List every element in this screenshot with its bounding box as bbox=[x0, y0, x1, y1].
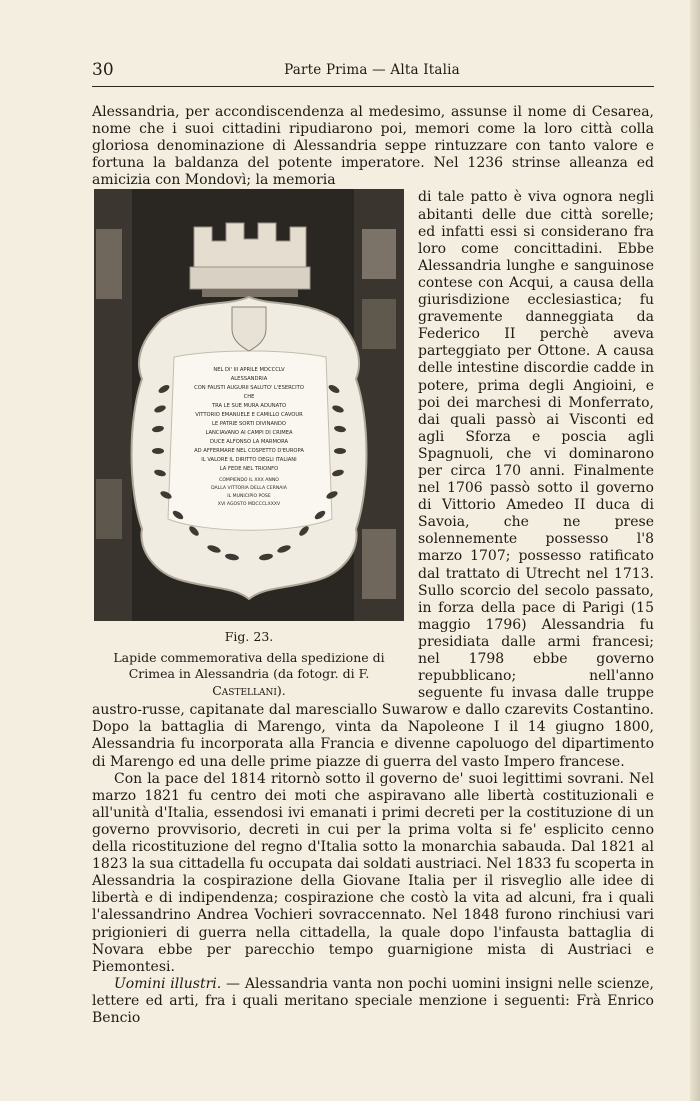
paragraph-2: di tale patto è viva ognora negli abitanti delle due città sorelle; ed infatti essi si considerano fra loro come concittadini. Ebbe Alessandria lunghe e sanguinose contese con Acqui, a causa della giurisdizione ecclesiastica; fu gravemente danneggiata da Federico II perchè aveva parteggiato per Ottone. A causa delle intestine discordie cadde in potere, prima degli Angioini, e poi dei marchesi di Monferrato, dai quali passò ai Visconti ed agli Sforza e poscia agli Spagnuoli, che vi dominarono per circa 170 anni. Finalmente nel 1706 passò sotto il governo di Vittorio Amedeo II duca di Savoia, che ne prese solennemente possesso l'8 marzo 1707; possesso ratificato dal trattato di Utrecht nel 1713. Sullo scorcio del secolo passato, in forza della pace di Parigi (15 maggio 1796) Alessandria fu presidiata dalle armi francesi; nel 1798 ebbe governo repubblicano; nell'anno seguente fu invasa dalle truppe austro-russe, capitanate dal maresciallo Suwarow e dallo czarevits Costantino. Dopo la battaglia di Marengo, vinta da Napoleone I il 14 giugno 1800, Alessandria fu incorporata alla Francia e divenne capoluogo del dipartimento di Marengo ed una delle prime piazze di guerra del vasto Impero francese. bbox=[92, 189, 654, 770]
caption-photographer: F. Castellani bbox=[212, 666, 370, 698]
paragraph-3: Con la pace del 1814 ritornò sotto il governo de' suoi legittimi sovrani. Nel marzo 1821 fu centro dei moti che aspiravano alle libertà costituzionali e all'unità d'Italia, essendosi ivi emanati i primi decreti per la costituzione di un governo provvisorio, decreti in cui per la prima volta si fe' esplicito cenno della ricostituzione del regno d'Italia sotto la monarchia sabauda. Dal 1821 al 1823 la sua cittadella fu occupata dai soldati austriaci. Nel 1833 fu scoperta in Alessandria la cospirazione della Giovane Italia per il risveglio alle idee di libertà e di indipendenza; cospirazione che costò la vita ad alcuni, fra i quali l'alessandrino Andrea Vochieri sovraccennato. Nel 1848 furono rinchiusi vari prigionieri di guerra nella cittadella, la quale dopo l'infausta battaglia di Novara ebbe per parecchio tempo guarnigione mista di Austriaci e Piemontesi. bbox=[92, 770, 654, 975]
section-heading-uomini-illustri: Uomini illustri. bbox=[114, 975, 222, 992]
page-header bbox=[92, 60, 652, 82]
page-number: 30 bbox=[92, 60, 114, 80]
figure-label: Fig. 23. bbox=[224, 629, 274, 645]
plaque-line: CON FAUSTI AUGURII SALUTO' L'ESERCITO bbox=[194, 385, 304, 392]
plaque-line: LANCIAVANO AI CAMPI DI CRIMEA bbox=[205, 430, 293, 437]
plaque-line: VITTORIO EMANUELE E CAMILLO CAVOUR bbox=[195, 412, 303, 419]
plaque-line: CHE bbox=[243, 394, 255, 401]
paragraph-4-text: — Alessandria vanta non pochi uomini insigni nelle scienze, lettere ed arti, fra i quali meritano speciale menzione i seguenti: Frà Enrico Bencio bbox=[92, 975, 654, 1026]
plaque-photo bbox=[94, 189, 404, 621]
caption-end: ). bbox=[276, 682, 286, 698]
plaque-line: TRA LE SUE MURA ADUNATO bbox=[211, 403, 287, 410]
plaque-line: LE PATRIE SORTI DIVINANDO bbox=[212, 421, 286, 428]
caption-text: Lapide commemorativa della spedizione di Crimea in Alessandria (da fotogr. di bbox=[113, 649, 385, 682]
body-text bbox=[92, 104, 654, 1027]
plaque-line: NEL DI' III APRILE MDCCCLV bbox=[213, 367, 285, 374]
plaque-line: LA FEDE NEL TRIONFO bbox=[219, 466, 279, 473]
running-title: Parte Prima — Alta Italia bbox=[284, 62, 460, 78]
paragraph-1: Alessandria, per accondiscendenza al medesimo, assunse il nome di Cesarea, nome che i suoi cittadini ripudiarono poi, memori come la loro città colla gloriosa denominazione di Alessandria seppe rintuzzare con tanto valore e fortuna la baldanza del potente imperatore. Nel 1236 strinse alleanza ed amicizia con Mondovì; la memoria bbox=[92, 104, 654, 189]
plaque-line: IL MUNICIPIO POSE bbox=[227, 494, 271, 500]
plaque-line: ALESSANDRIA bbox=[230, 376, 268, 383]
paragraph-4 bbox=[92, 976, 654, 1027]
plaque-line: XVI AGOSTO MDCCCLXXXV bbox=[217, 502, 281, 508]
plaque-line: COMPIENDO IL XXX ANNO bbox=[219, 478, 279, 484]
header-rule bbox=[92, 86, 654, 87]
figure-caption bbox=[92, 629, 406, 699]
plaque-line: DUCE ALFONSO LA MARMORA bbox=[209, 439, 289, 446]
figure-23 bbox=[92, 189, 406, 699]
plaque-line: IL VALORE IL DIRITTO DEGLI ITALIANI bbox=[201, 457, 297, 464]
page-edge-shadow bbox=[690, 0, 700, 1101]
plaque-line: AD AFFERMARE NEL COSPETTO D'EUROPA bbox=[194, 448, 304, 455]
plaque-line: DALLA VITTORIA DELLA CERNAIA bbox=[211, 486, 287, 492]
